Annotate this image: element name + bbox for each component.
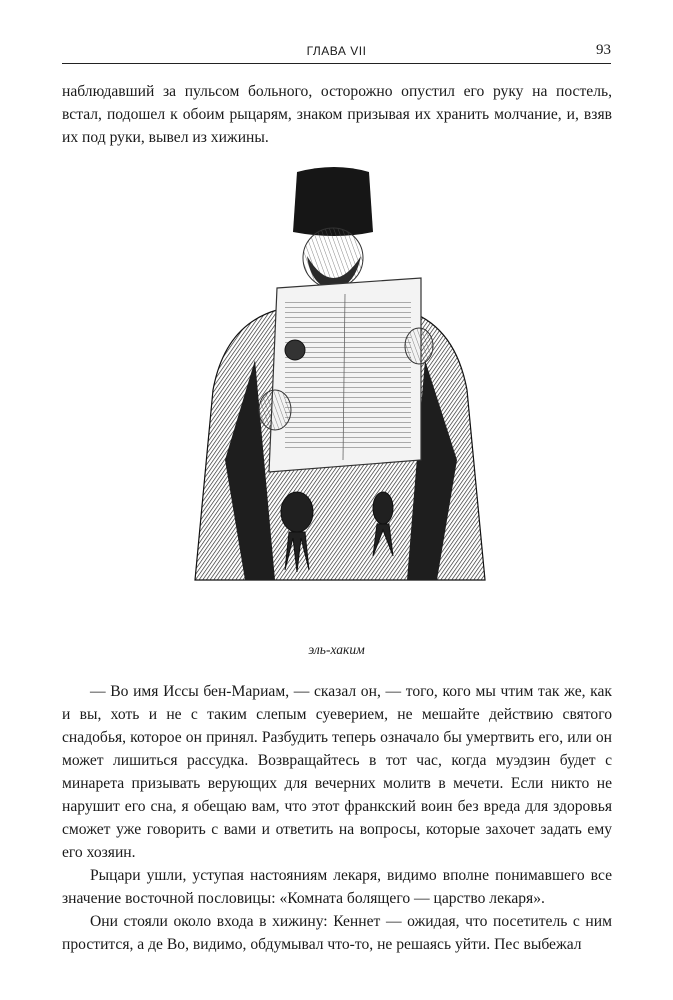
engraving-illustration	[185, 160, 495, 600]
paragraph: — Во имя Иссы бен-Мариам, — сказал он, — того, кого мы чтим так же, как и вы, хоть и не с таким слепым суеверием, не мешайте действию святого снадобья, которое он принял. Разбудить теперь означало бы умертвить его, или он может лишиться рассудка. Возвращайтесь в тот час, когда муэдзин будет с минарета призывать верующих для вечерних молитв в мечети. Если никто не нарушит его сна, я обещаю вам, что этот франкский воин без вреда для здоровья сможет уже говорить с вами и ответить на вопросы, которые захочет задать ему его хозяин.	[62, 683, 612, 861]
text-block-bottom	[62, 680, 612, 956]
header-rule	[62, 63, 611, 64]
illustration-caption: эль-хаким	[308, 642, 365, 657]
paragraph: Они стояли около входа в хижину: Кеннет — ожидая, что посетитель с ним простится, а де Во, видимо, обдумывал что-то, не решаясь уйти. Пес выбежал	[62, 913, 612, 953]
paragraph: Рыцари ушли, уступая настояниям лекаря, видимо вполне понимавшего все значение восточной пословицы: «Комната болящего — царство лекаря».	[62, 867, 612, 907]
running-header: ГЛАВА VII	[306, 44, 367, 58]
paragraph: наблюдавший за пульсом больного, осторожно опустил его руку на постель, встал, подошел к обоим рыцарям, знаком призывая их хранить молчание, и, взяв их под руки, вывел из хижины.	[62, 83, 612, 146]
text-block-top	[62, 80, 612, 149]
page-number: 93	[596, 42, 611, 58]
